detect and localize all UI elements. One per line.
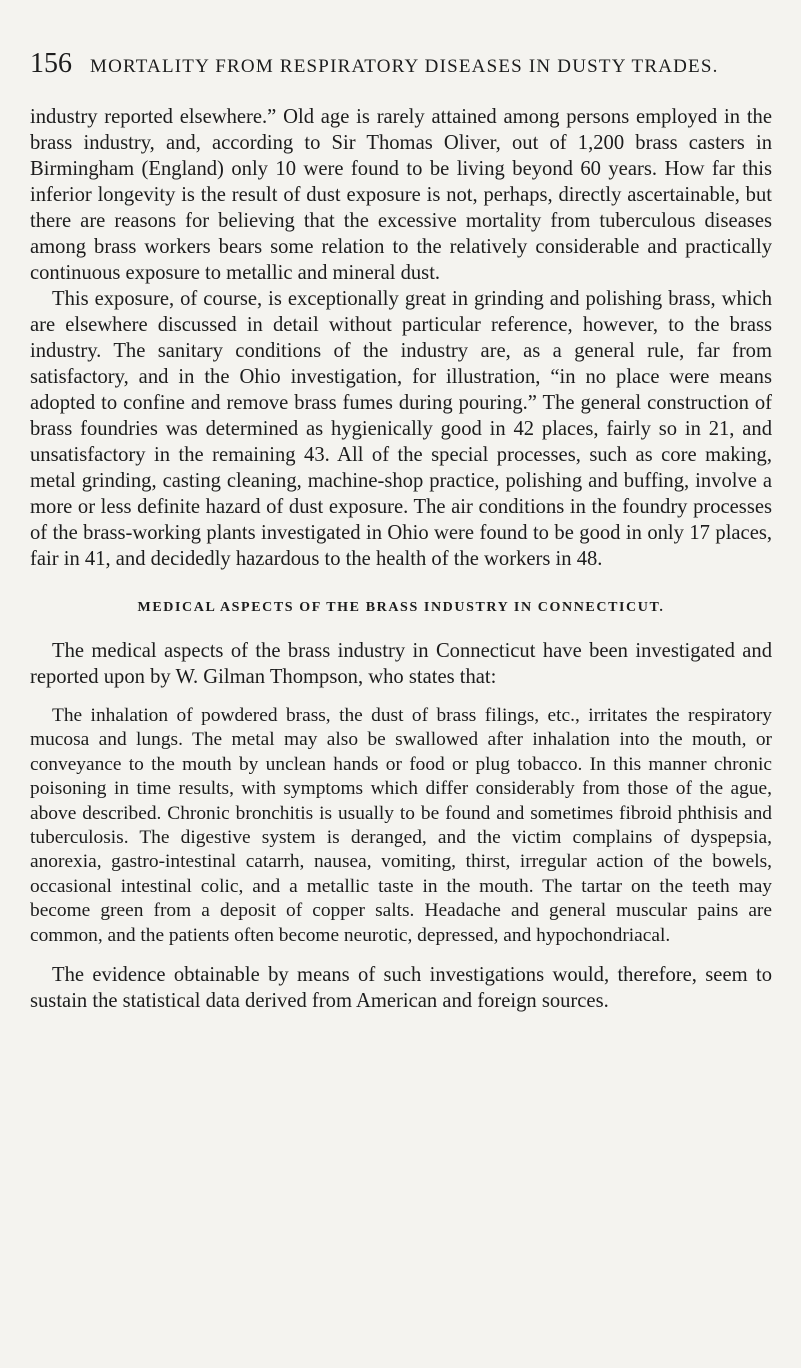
paragraph-medical-aspects: The medical aspects of the brass industry in Connecticut have been investigated and reported upon by W. Gilman Thompson, who states that: [30,640,772,688]
page-number: 156 [30,48,72,79]
page-header [30,48,772,80]
running-head: MORTALITY FROM RESPIRATORY DISEASES IN DUSTY TRADES. [90,56,719,77]
paragraph-continuation: industry reported elsewhere.” Old age is rarely attained among persons employed in the brass industry, and, according to Sir Thomas Oliver, out of 1,200 brass casters in Birmingham (England) only 10 were found to be living beyond 60 years. How far this inferior longevity is the result of dust exposure is not, perhaps, directly ascertainable, but there are reasons for believing that the excessive mortality from tuberculous diseases among brass workers bears some relation to the relatively considerable and practically continuous exposure to metallic and mineral dust. [30,106,772,284]
block-quote: The inhalation of powdered brass, the dust of brass filings, etc., irritates the respiratory mucosa and lungs. The metal may also be swallowed after inhalation into the mouth, or conveyance to the mouth by unclean hands or food or plug tobacco. In this manner chronic poisoning in time results, with symptoms which differ considerably from those of the ague, above described. Chronic bronchitis is usually to be found and sometimes fibroid phthisis and tuberculosis. The digestive system is deranged, and the victim complains of dyspepsia, anorexia, gastro-intestinal catarrh, nausea, vomiting, thirst, irregular action of the bowels, occasional intestinal colic, and a metallic taste in the mouth. The tartar on the teeth may become green from a deposit of copper salts. Headache and general muscular pains are common, and the patients often become neurotic, depressed, and hypochondriacal. [30,705,772,946]
section-heading: MEDICAL ASPECTS OF THE BRASS INDUSTRY IN CONNECTICUT. [137,600,665,615]
paragraph-conclusion: The evidence obtainable by means of such investigations would, therefore, seem to sustain the statistical data derived from American and foreign sources. [30,964,772,1013]
paragraph-exposure: This exposure, of course, is exceptionally great in grinding and polishing brass, which are elsewhere discussed in detail without particular reference, however, to the brass industry. The sanitary conditions of the industry are, as a general rule, far from satisfactory, and in the Ohio investigation, for illustration, “in no place were means adopted to confine and remove brass fumes during pouring.” The general construction of brass foundries was determined as hygienically good in 42 places, fairly so in 21, and unsatisfactory in the remaining 43. All of the special processes, such as core making, metal grinding, casting cleaning, machine-shop practice, polishing and buffing, involve a more or less definite hazard of dust exposure. The air conditions in the foundry processes of the brass-working plants investigated in Ohio were found to be good in only 17 places, fair in 41, and decidedly hazardous to the health of the workers in 48. [30,288,772,570]
document-page [30,48,772,1014]
